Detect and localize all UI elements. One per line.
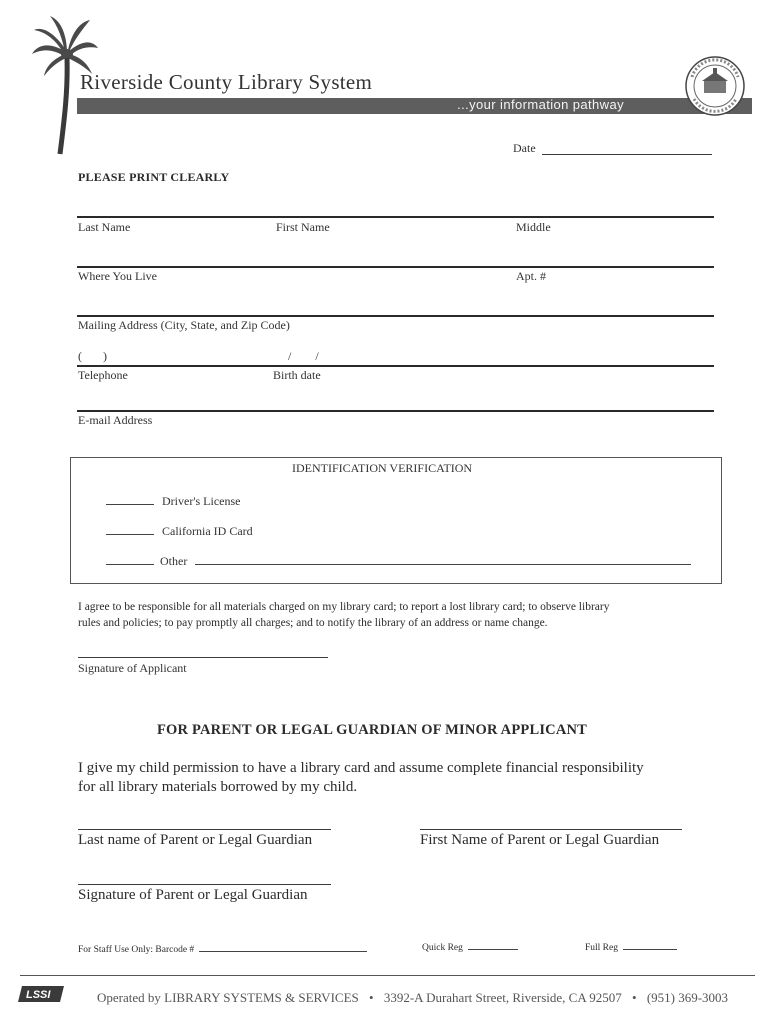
print-instruction: PLEASE PRINT CLEARLY	[78, 170, 230, 184]
footer-divider	[20, 975, 755, 976]
date-field[interactable]	[542, 154, 712, 155]
apt-label: Apt. #	[516, 269, 546, 283]
drivers-license-blank[interactable]	[106, 504, 154, 505]
footer-bullet-1: •	[369, 990, 374, 1005]
agreement-line-2: rules and policies; to pay promptly all charges; and to notify the library of an address or name change.	[78, 617, 548, 629]
lssi-logo-icon	[18, 985, 64, 1003]
other-id-description-field[interactable]	[195, 564, 691, 565]
applicant-signature-field[interactable]	[78, 657, 328, 658]
guardian-last-name-label: Last name of Parent or Legal Guardian	[78, 832, 313, 848]
guardian-permission-text	[78, 759, 728, 797]
id-option-drivers-license[interactable]	[106, 492, 240, 510]
california-id-blank[interactable]	[106, 534, 154, 535]
staff-barcode-row	[78, 945, 367, 955]
guardian-last-name-field[interactable]	[78, 829, 331, 830]
footer-contact	[97, 990, 728, 1006]
email-field-line[interactable]	[77, 410, 714, 412]
guardian-permission-line-1: I give my child permission to have a library card and assume complete financial responsibility	[78, 760, 644, 776]
birth-date-label: Birth date	[273, 368, 321, 382]
id-verification-box	[70, 457, 722, 584]
guardian-first-name-label: First Name of Parent or Legal Guardian	[420, 832, 660, 848]
mailing-address-field-line[interactable]	[77, 315, 714, 317]
birth-date-slashes: / /	[288, 349, 319, 363]
date-label: Date	[513, 141, 536, 155]
california-id-label: California ID Card	[162, 524, 253, 538]
other-id-label: Other	[160, 554, 188, 568]
last-name-label: Last Name	[78, 220, 131, 234]
telephone-label: Telephone	[78, 368, 128, 382]
phone-area-parens: ( )	[78, 349, 107, 363]
guardian-heading: FOR PARENT OR LEGAL GUARDIAN OF MINOR APPLICANT	[157, 722, 588, 738]
footer-operated-by: Operated by LIBRARY SYSTEMS & SERVICES	[97, 990, 359, 1005]
footer-bullet-2: •	[632, 990, 637, 1005]
guardian-first-name-field[interactable]	[420, 829, 682, 830]
residence-field-line[interactable]	[77, 266, 714, 268]
guardian-signature-label: Signature of Parent or Legal Guardian	[78, 887, 308, 903]
mailing-address-label: Mailing Address (City, State, and Zip Code)	[78, 318, 290, 332]
quick-reg-label: Quick Reg	[422, 943, 463, 953]
quick-reg-field[interactable]	[468, 949, 518, 950]
tagline: ...your information pathway	[457, 97, 624, 112]
where-you-live-label: Where You Live	[78, 269, 157, 283]
guardian-signature-field[interactable]	[78, 884, 331, 885]
full-reg-field[interactable]	[623, 949, 677, 950]
lssi-logo-text: LSSI	[26, 989, 51, 1001]
header-banner	[77, 98, 752, 114]
middle-name-label: Middle	[516, 220, 551, 234]
phone-birth-field-line[interactable]	[77, 365, 714, 367]
drivers-license-label: Driver's License	[162, 494, 241, 508]
id-option-california-id[interactable]	[106, 522, 253, 540]
first-name-label: First Name	[276, 220, 330, 234]
guardian-permission-line-2: for all library materials borrowed by my child.	[78, 779, 358, 795]
other-id-blank[interactable]	[106, 564, 154, 565]
id-option-other[interactable]	[106, 552, 691, 570]
agreement-text	[78, 599, 718, 631]
full-reg-label: Full Reg	[585, 943, 618, 953]
org-title: Riverside County Library System	[80, 70, 373, 94]
applicant-signature-label: Signature of Applicant	[78, 661, 187, 675]
email-label: E-mail Address	[78, 413, 153, 427]
agreement-line-1: I agree to be responsible for all materials charged on my library card; to report a lost library card; to observe library	[78, 601, 610, 613]
barcode-field[interactable]	[199, 951, 367, 952]
quick-reg-row	[422, 943, 518, 953]
name-field-line[interactable]	[77, 216, 714, 218]
full-reg-row	[585, 943, 677, 953]
county-seal-icon	[680, 55, 750, 117]
staff-barcode-label: For Staff Use Only: Barcode #	[78, 945, 195, 955]
footer-phone: (951) 369-3003	[646, 990, 729, 1005]
id-verification-title: IDENTIFICATION VERIFICATION	[292, 461, 473, 475]
footer-address: 3392-A Durahart Street, Riverside, CA 92507	[383, 990, 622, 1005]
